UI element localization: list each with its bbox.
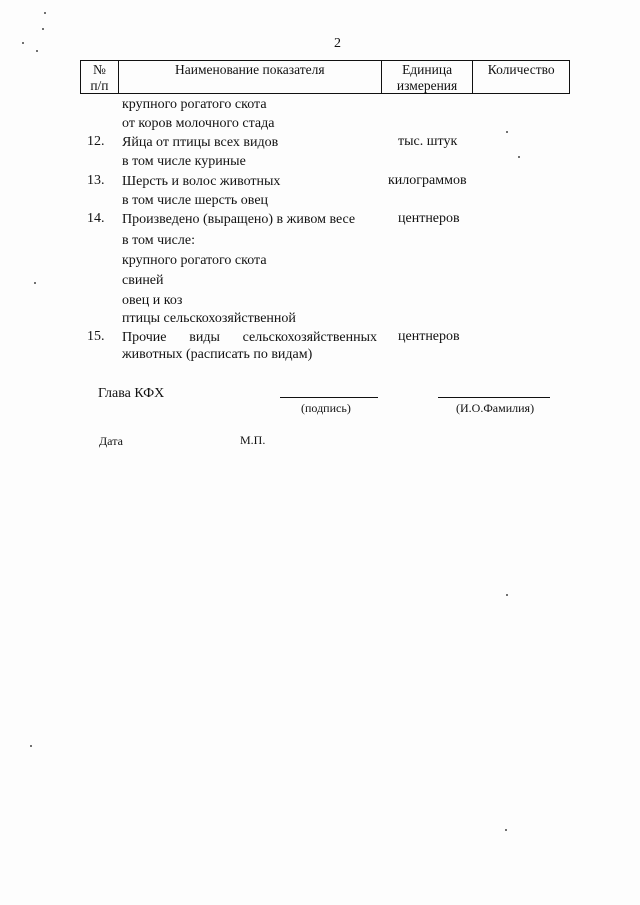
continuation-line-1: крупного рогатого скота xyxy=(122,97,267,112)
row-14-sub-5: птицы сельскохозяйственной xyxy=(122,311,296,326)
header-name xyxy=(119,61,382,93)
row-14-sub-4: овец и коз xyxy=(122,293,183,308)
row-15-name-line-1: Прочие виды сельскохозяйственных xyxy=(122,330,377,345)
row-12-sub: в том числе куриные xyxy=(122,154,246,169)
stamp-label: М.П. xyxy=(240,433,266,447)
row-14-name: Произведено (выращено) в живом весе xyxy=(122,212,356,227)
row-15-name-line-2: животных (расписать по видам) xyxy=(122,347,313,362)
header-name-text: Наименование показателя xyxy=(174,62,325,77)
row-13-number: 13. xyxy=(87,173,105,188)
row-15-unit: центнеров xyxy=(398,329,460,344)
name-caption: (И.О.Фамилия) xyxy=(456,401,535,415)
scan-speck xyxy=(506,131,508,133)
scan-speck xyxy=(44,12,46,14)
row-14-sub-2: крупного рогатого скота xyxy=(122,253,267,268)
scan-speck xyxy=(22,42,24,44)
row-14-unit: центнеров xyxy=(398,211,460,226)
header-unit-line2: измерения xyxy=(396,78,458,93)
date-label: Дата xyxy=(99,434,123,448)
row-13-name: Шерсть и волос животных xyxy=(122,174,281,189)
signature-line xyxy=(280,397,378,398)
header-unit xyxy=(382,61,474,93)
row-13-unit: килограммов xyxy=(388,173,467,188)
scan-speck xyxy=(518,156,520,158)
scan-speck xyxy=(30,745,32,747)
header-unit-line1: Единица xyxy=(402,62,453,77)
header-num xyxy=(81,61,119,93)
header-quantity xyxy=(473,61,569,93)
header-num-line2: п/п xyxy=(90,78,109,93)
head-label: Глава КФХ xyxy=(98,386,165,401)
signature-caption: (подпись) xyxy=(301,401,351,415)
scan-speck xyxy=(42,28,44,30)
page-number: 2 xyxy=(334,36,341,51)
name-line xyxy=(438,397,550,398)
scan-speck xyxy=(506,594,508,596)
row-12-name: Яйца от птицы всех видов xyxy=(122,135,279,150)
scan-speck xyxy=(36,50,38,52)
row-12-unit: тыс. штук xyxy=(398,134,458,149)
table-header xyxy=(80,60,570,94)
header-quantity-text: Количество xyxy=(487,62,555,77)
row-12-number: 12. xyxy=(87,134,105,149)
row-14-sub-3: свиней xyxy=(122,273,164,288)
scan-speck xyxy=(505,829,507,831)
row-14-number: 14. xyxy=(87,211,105,226)
row-15-number: 15. xyxy=(87,329,105,344)
row-13-sub: в том числе шерсть овец xyxy=(122,193,269,208)
row-14-sub-1: в том числе: xyxy=(122,233,195,248)
scan-speck xyxy=(34,282,36,284)
continuation-line-2: от коров молочного стада xyxy=(122,116,275,131)
header-num-line1: № xyxy=(92,62,106,77)
